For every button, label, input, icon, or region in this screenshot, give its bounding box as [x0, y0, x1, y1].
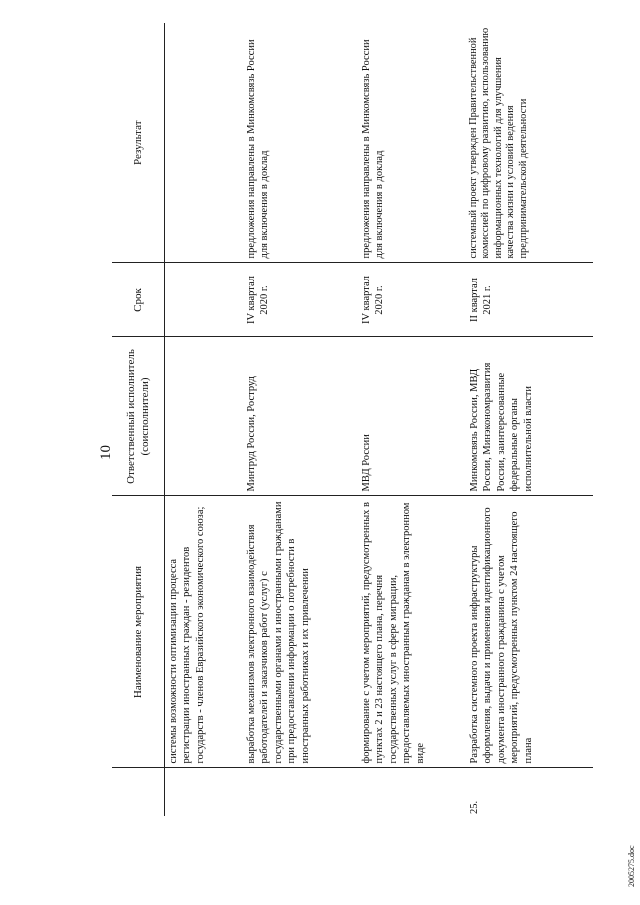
row-executor: Минкомсвязь России, МВД России, Минэкономразвития России, заинтересованные федеральные органы исполнительной власти	[466, 337, 593, 496]
header-name: Наименование мероприятия	[112, 496, 165, 768]
row-result: системный проект утвержден Правительственной комиссией по цифровому развитию, использованию информационных технологий для улучшения качества жизни и условий ведения предпринимательской деятельности	[468, 27, 529, 259]
header-result: Результат	[112, 23, 165, 263]
page-number: 10	[98, 445, 114, 460]
table-row	[466, 23, 593, 816]
row-term: II квартал 2021 г.	[466, 263, 593, 337]
row-number: 25.	[466, 768, 593, 816]
row-name: Разработка системного проекта инфраструктуры оформления, выдачи и применения идентификационного документа иностранного гражданина с учетом мероприятий, предусмотренных пунктом 24 настоящего плана	[466, 496, 593, 768]
row-term	[165, 263, 240, 337]
table-row	[165, 23, 240, 816]
row-number	[239, 768, 358, 816]
footer-filename: 2005275.doc	[627, 845, 636, 887]
header-number	[112, 768, 165, 816]
row-name: системы возможности оптимизации процесса регистрации иностранных граждан - резидентов государств - членов Евразийского экономического союза;	[165, 496, 240, 768]
header-term: Срок	[112, 263, 165, 337]
row-number	[358, 768, 466, 816]
table-row	[358, 23, 466, 816]
row-term: IV квартал 2020 г.	[358, 263, 466, 337]
header-executor: Ответственный исполнитель (соисполнители)	[112, 337, 165, 496]
table-header-row	[112, 23, 165, 816]
row-executor: Минтруд России, Роструд	[239, 337, 358, 496]
row-name: формирование с учетом мероприятий, предусмотренных в пунктах 2 и 23 настоящего плана, перечня государственных услуг в сфере миграции, предоставляемых иностранным гражданам в электронном виде	[358, 496, 466, 768]
row-result	[165, 23, 240, 263]
row-executor: МВД России	[358, 337, 466, 496]
row-result: предложения направлены в Минкомсвязь России для включения в доклад	[361, 39, 386, 259]
row-name: выработка механизмов электронного взаимодействия работодателей и заказчиков работ (услуг) с государственными органами и иностранными гражданами при предоставлении информации о потребности в иностранных работниках и их привлечении	[239, 496, 358, 768]
measures-table	[112, 23, 593, 816]
row-term: IV квартал 2020 г.	[239, 263, 358, 337]
table-row	[239, 23, 358, 816]
row-result: предложения направлены в Минкомсвязь России для включения в доклад	[246, 39, 271, 259]
row-executor	[165, 337, 240, 496]
row-number	[165, 768, 240, 816]
